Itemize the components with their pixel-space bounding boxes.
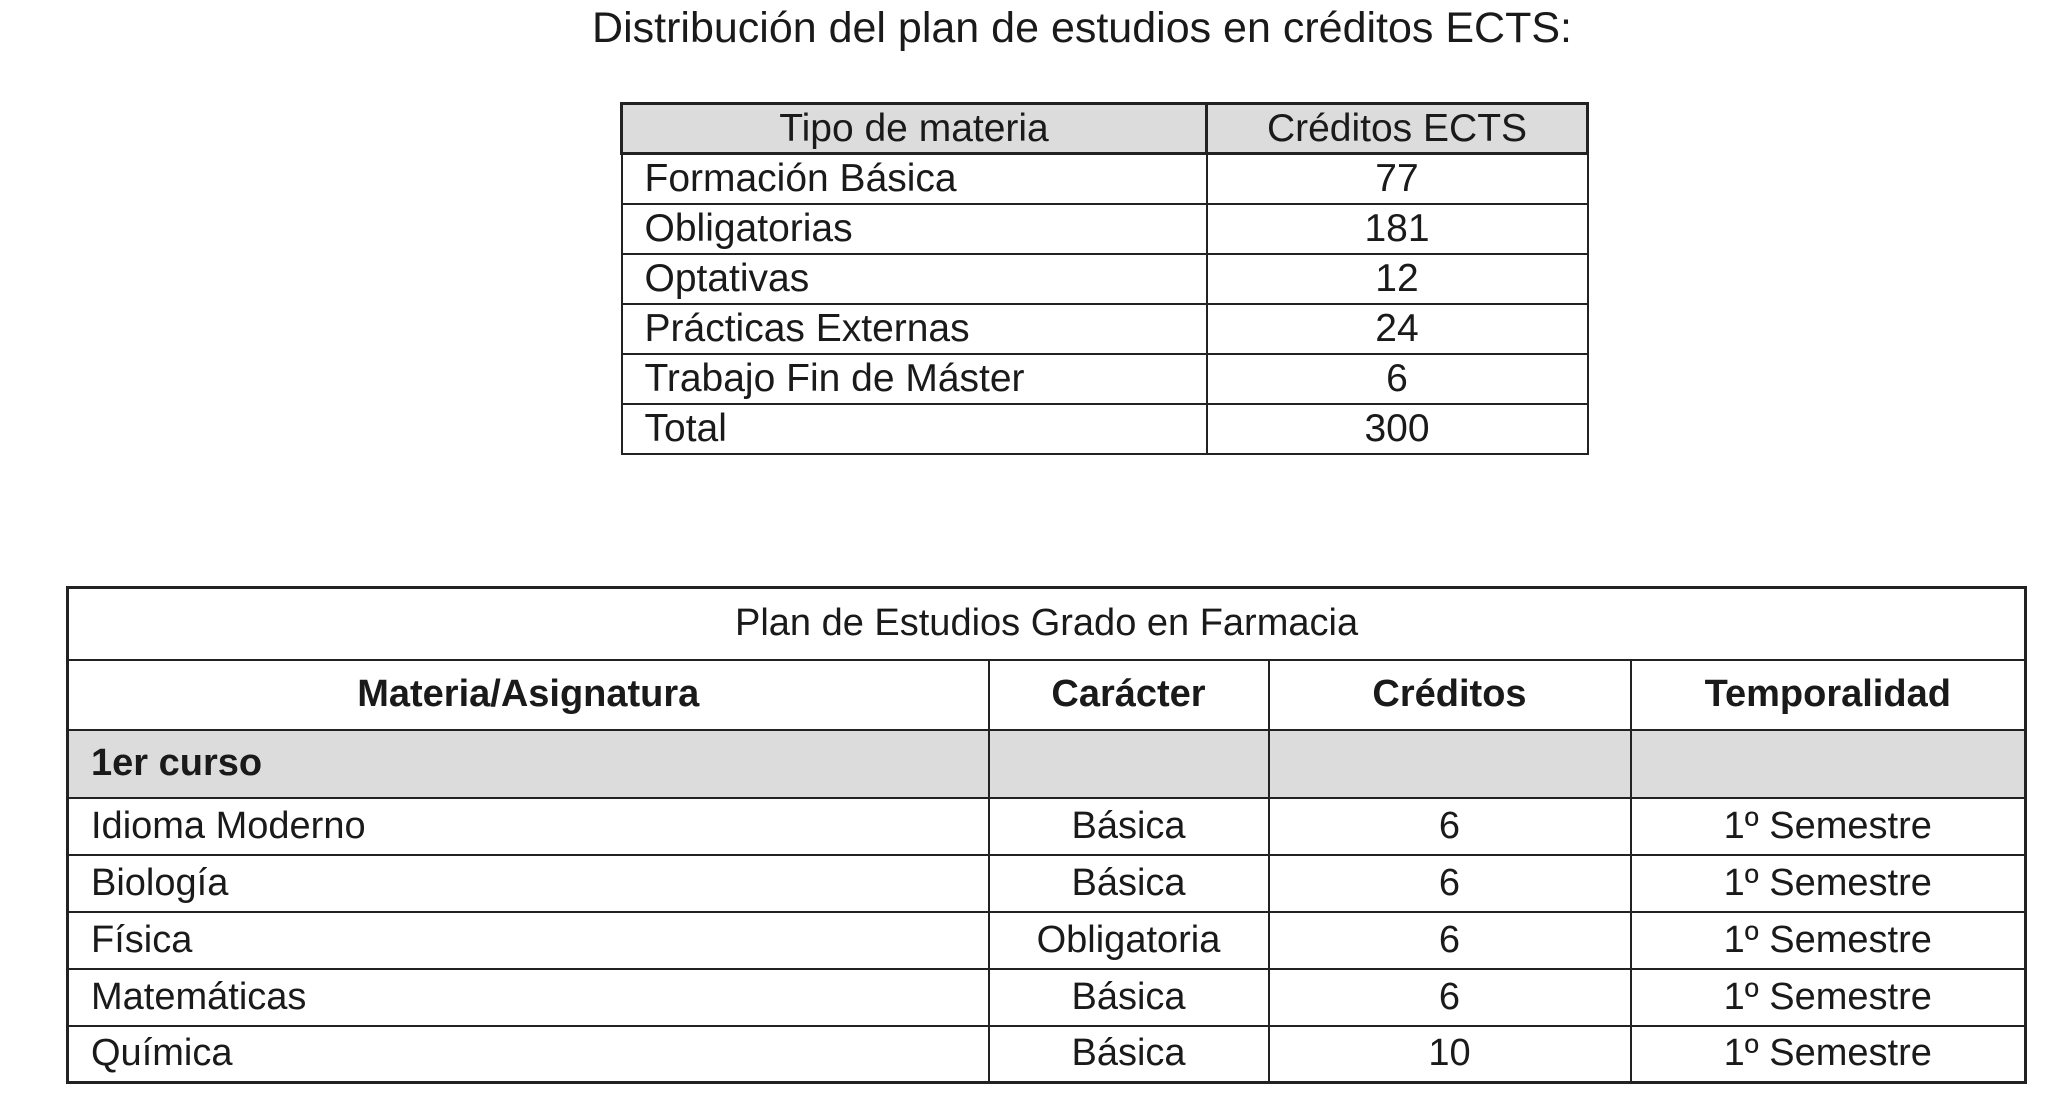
- temporalidad-cell: 1º Semestre: [1631, 855, 2026, 912]
- plan-title-row: [68, 588, 2026, 660]
- summary-tipo: Total: [622, 404, 1207, 454]
- plan-title: Plan de Estudios Grado en Farmacia: [68, 588, 2026, 660]
- summary-tipo: Trabajo Fin de Máster: [622, 354, 1207, 404]
- summary-creditos: 24: [1207, 304, 1588, 354]
- summary-row: [622, 304, 1588, 354]
- materia-cell: Química: [68, 1026, 989, 1083]
- plan-section-row: [68, 730, 2026, 798]
- summary-creditos: 300: [1207, 404, 1588, 454]
- creditos-cell: 6: [1269, 798, 1631, 855]
- summary-total-row: [622, 404, 1588, 454]
- plan-header-caracter: Carácter: [989, 660, 1269, 730]
- plan-header-row: [68, 660, 2026, 730]
- caracter-cell: Básica: [989, 855, 1269, 912]
- summary-creditos: 6: [1207, 354, 1588, 404]
- section-empty-cell: [989, 730, 1269, 798]
- plan-header-materia: Materia/Asignatura: [68, 660, 989, 730]
- summary-tipo: Obligatorias: [622, 204, 1207, 254]
- document-title: Distribución del plan de estudios en créditos ECTS:: [592, 4, 1572, 52]
- caracter-cell: Básica: [989, 798, 1269, 855]
- summary-row: [622, 204, 1588, 254]
- creditos-cell: 6: [1269, 855, 1631, 912]
- summary-row: [622, 354, 1588, 404]
- credits-summary-table: [620, 102, 1589, 455]
- summary-header-tipo: Tipo de materia: [622, 104, 1207, 154]
- caracter-cell: Básica: [989, 969, 1269, 1026]
- summary-row: [622, 154, 1588, 204]
- summary-row: [622, 254, 1588, 304]
- plan-header-creditos: Créditos: [1269, 660, 1631, 730]
- summary-tipo: Optativas: [622, 254, 1207, 304]
- caracter-cell: Obligatoria: [989, 912, 1269, 969]
- creditos-cell: 6: [1269, 912, 1631, 969]
- summary-tipo: Prácticas Externas: [622, 304, 1207, 354]
- section-label: 1er curso: [68, 730, 989, 798]
- creditos-cell: 10: [1269, 1026, 1631, 1083]
- temporalidad-cell: 1º Semestre: [1631, 969, 2026, 1026]
- plan-header-temporalidad: Temporalidad: [1631, 660, 2026, 730]
- materia-cell: Física: [68, 912, 989, 969]
- caracter-cell: Básica: [989, 1026, 1269, 1083]
- summary-creditos: 181: [1207, 204, 1588, 254]
- summary-tipo: Formación Básica: [622, 154, 1207, 204]
- table-row: [68, 1026, 2026, 1083]
- table-row: [68, 969, 2026, 1026]
- table-row: [68, 855, 2026, 912]
- temporalidad-cell: 1º Semestre: [1631, 912, 2026, 969]
- creditos-cell: 6: [1269, 969, 1631, 1026]
- materia-cell: Matemáticas: [68, 969, 989, 1026]
- summary-creditos: 77: [1207, 154, 1588, 204]
- materia-cell: Biología: [68, 855, 989, 912]
- summary-header-creditos: Créditos ECTS: [1207, 104, 1588, 154]
- summary-creditos: 12: [1207, 254, 1588, 304]
- table-row: [68, 912, 2026, 969]
- materia-cell: Idioma Moderno: [68, 798, 989, 855]
- table-row: [68, 798, 2026, 855]
- section-empty-cell: [1631, 730, 2026, 798]
- temporalidad-cell: 1º Semestre: [1631, 798, 2026, 855]
- temporalidad-cell: 1º Semestre: [1631, 1026, 2026, 1083]
- section-empty-cell: [1269, 730, 1631, 798]
- study-plan-table: [66, 586, 2027, 1084]
- summary-header-row: [622, 104, 1588, 154]
